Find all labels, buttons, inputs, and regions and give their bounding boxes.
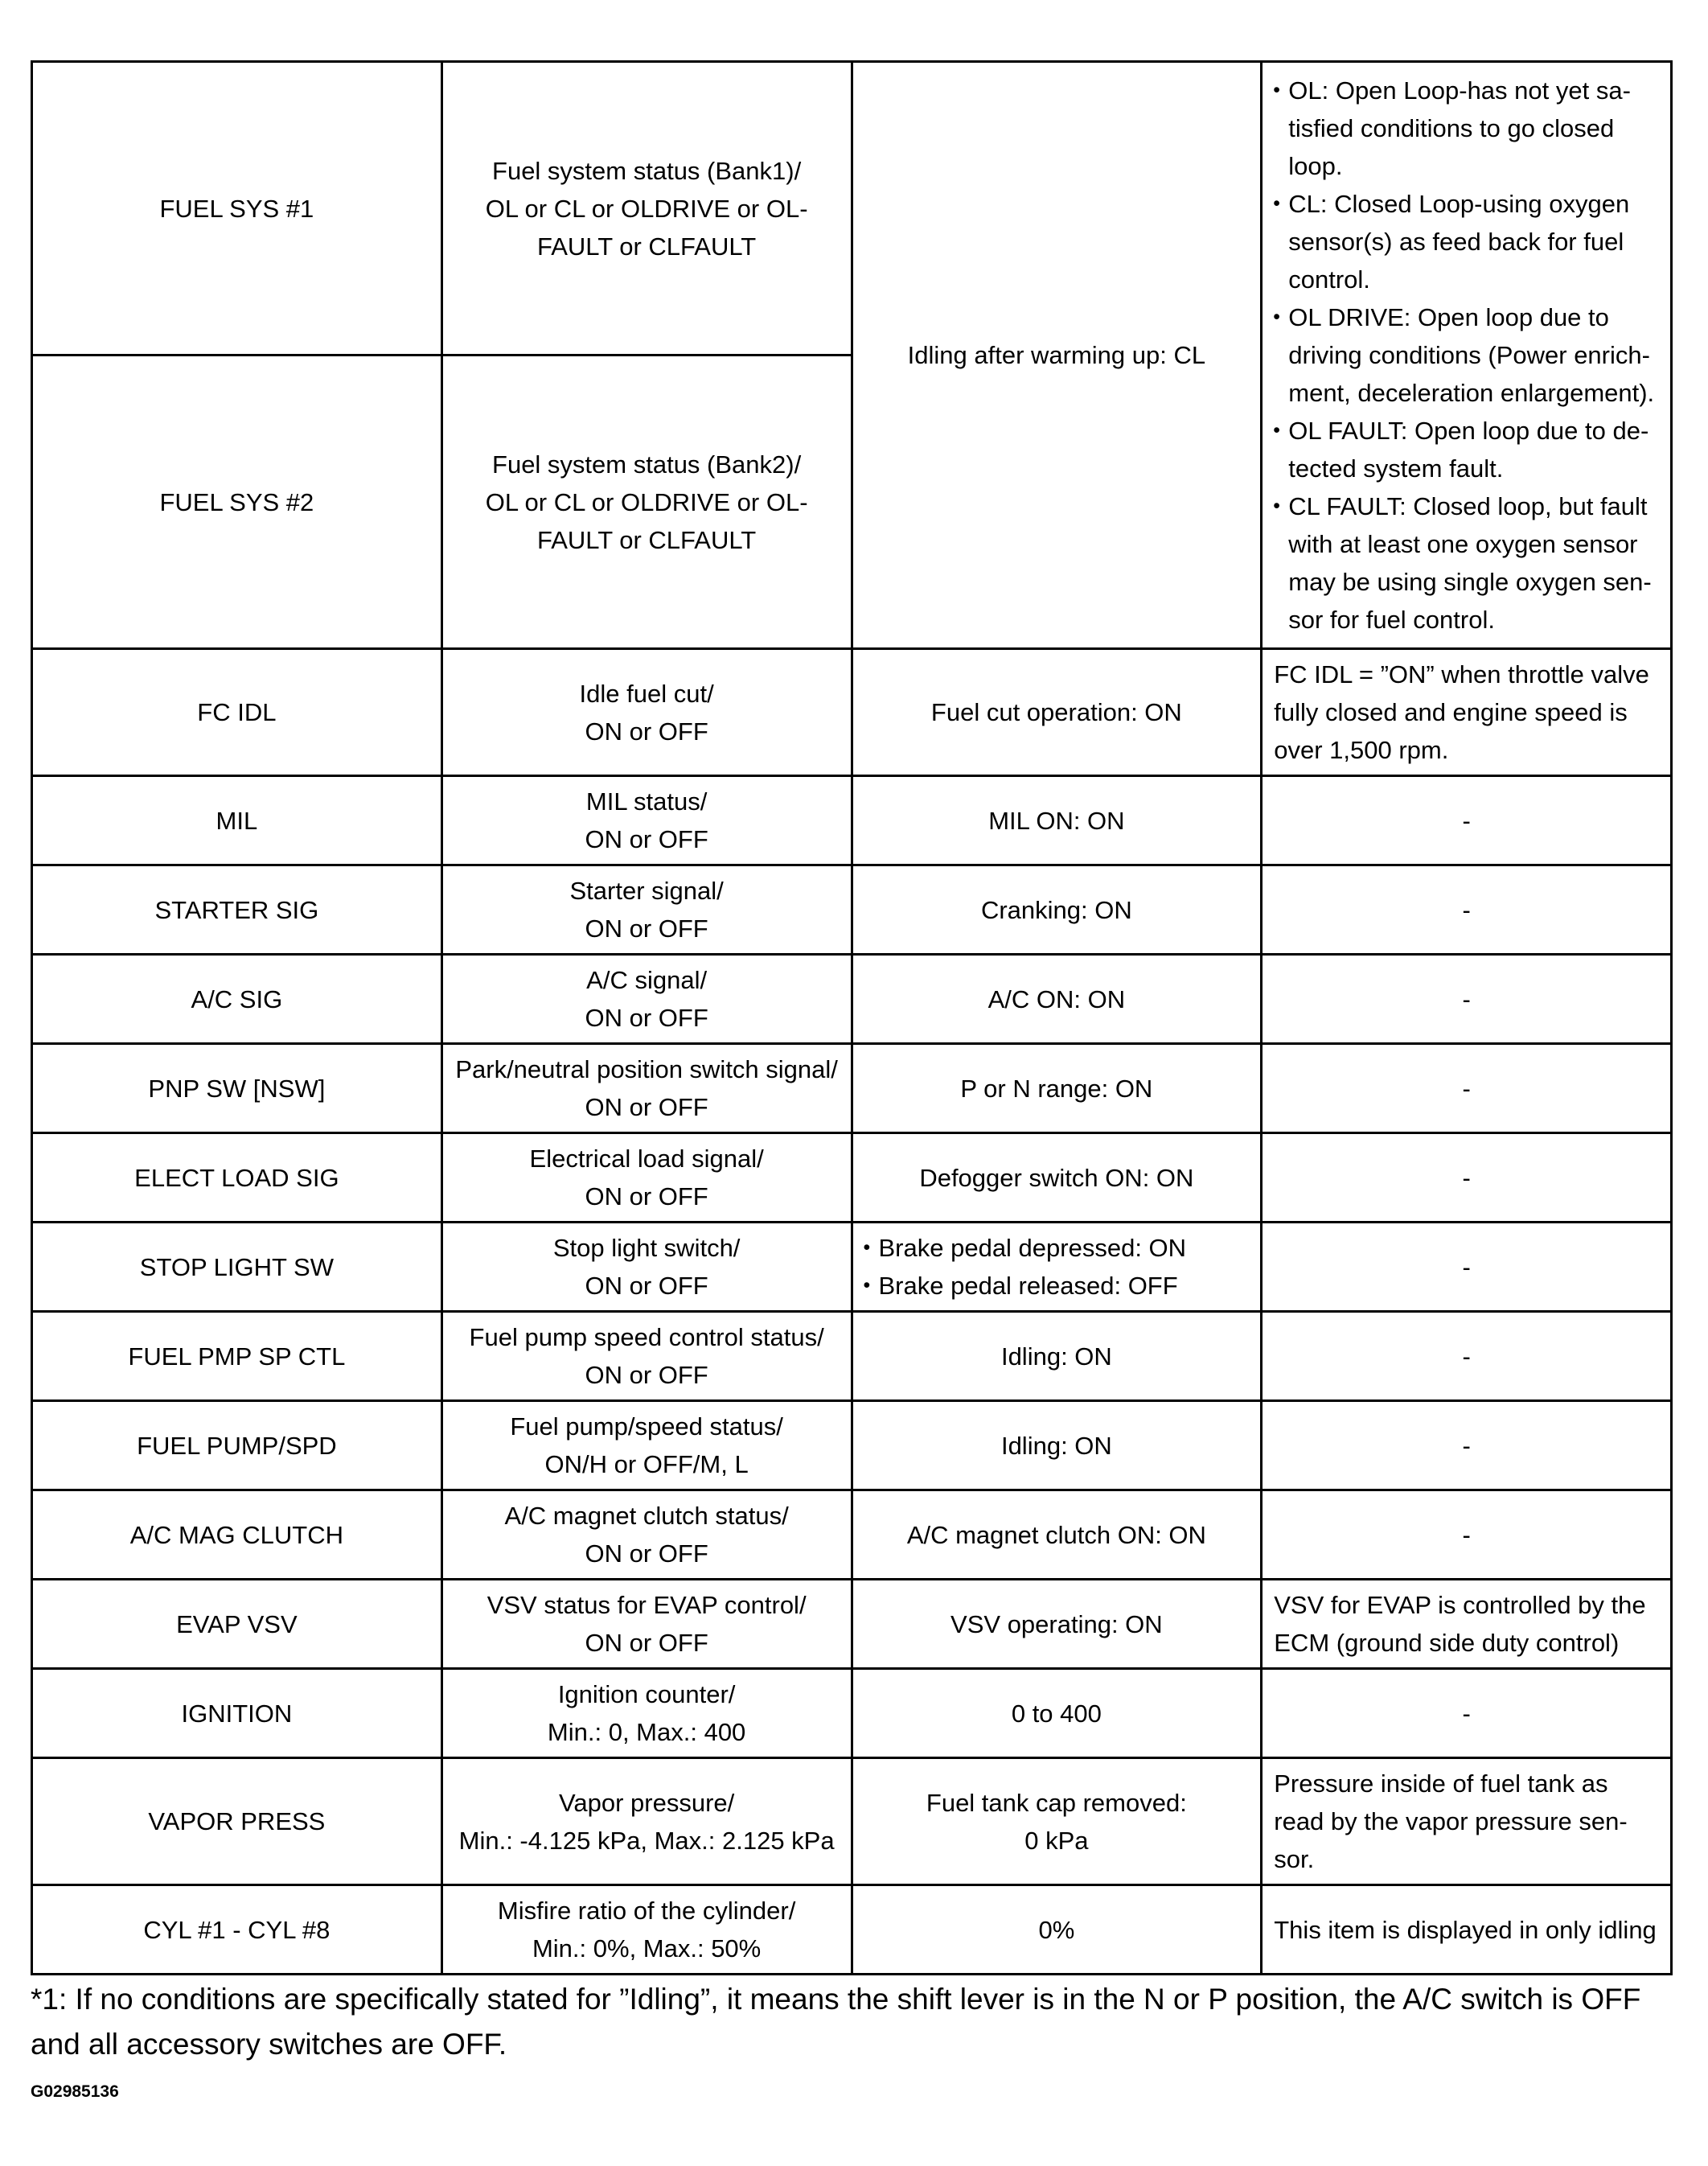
- data-list-table: [31, 60, 1673, 1975]
- item-description-cell: [443, 956, 853, 1045]
- item-name-cell: [33, 1580, 443, 1670]
- normal-condition: Fuel cut operation: ON: [930, 698, 1182, 726]
- item-description-cell: [443, 1134, 853, 1223]
- diagnostic-note-cell: [1263, 777, 1673, 866]
- diagnostic-note: FC IDL = ”ON” when throttle valve fully closed and engine speed is over 1,500 rpm.: [1274, 660, 1649, 764]
- normal-condition-cell: [853, 1886, 1263, 1975]
- list-item: • CL FAULT: Closed loop, but fault with at least one oxygen sensor may be using single oxygen sen- sor for fuel control.: [1263, 487, 1654, 639]
- item-name: FUEL PUMP/SPD: [137, 1431, 337, 1460]
- footnote: *1: If no conditions are specifically stated for ”Idling”, it means the shift lever is in the N or P position, the A/C switch is OFF and all accessory switches are OFF.: [31, 1983, 1641, 2061]
- item-name-cell: [33, 866, 443, 956]
- item-name-cell: [33, 356, 443, 650]
- diagnostic-note: -: [1462, 1163, 1471, 1192]
- diagnostic-note: -: [1462, 1252, 1471, 1281]
- normal-condition: Idling: ON: [1000, 1431, 1112, 1460]
- item-description: Idle fuel cut/ ON or OFF: [579, 679, 714, 746]
- item-description: A/C signal/ ON or OFF: [585, 966, 708, 1032]
- item-description-cell: [443, 1045, 853, 1134]
- normal-condition-cell: [853, 1134, 1263, 1223]
- normal-condition: P or N range: ON: [960, 1074, 1153, 1103]
- diagnostic-note: -: [1462, 1520, 1471, 1549]
- item-description: Starter signal/ ON or OFF: [569, 877, 724, 943]
- item-name: FUEL PMP SP CTL: [128, 1342, 346, 1371]
- diagnostic-note-cell: [1263, 1402, 1673, 1491]
- item-name: IGNITION: [181, 1699, 293, 1728]
- item-description-cell: [443, 1670, 853, 1759]
- diagnostic-note-cell: [1263, 956, 1673, 1045]
- item-name-cell: [33, 1491, 443, 1580]
- item-name-cell: [33, 1313, 443, 1402]
- normal-condition-cell: [853, 1580, 1263, 1670]
- list-item: • OL DRIVE: Open loop due to driving conditions (Power enrich- ment, deceleration enlargement).: [1263, 298, 1654, 412]
- item-description-cell: [443, 1223, 853, 1313]
- normal-condition: A/C ON: ON: [987, 984, 1126, 1013]
- item-description-cell: [443, 1759, 853, 1886]
- item-description-cell: [443, 1491, 853, 1580]
- item-description-cell: [443, 777, 853, 866]
- diagnostic-note-cell: [1263, 1759, 1673, 1886]
- item-name: A/C MAG CLUTCH: [129, 1520, 343, 1549]
- diagnostic-note: -: [1462, 984, 1471, 1013]
- list-item: • Brake pedal released: OFF: [853, 1267, 1187, 1305]
- normal-condition: VSV operating: ON: [950, 1609, 1163, 1638]
- item-name: STOP LIGHT SW: [139, 1252, 334, 1281]
- normal-condition: Idling after warming up: CL: [907, 341, 1206, 369]
- item-description: MIL status/ ON or OFF: [585, 787, 708, 853]
- item-name-cell: [33, 777, 443, 866]
- diagnostic-note: Pressure inside of fuel tank as read by the vapor pressure sen- sor.: [1274, 1769, 1628, 1873]
- diagnostic-note: -: [1462, 806, 1471, 835]
- item-name: CYL #1 - CYL #8: [143, 1915, 331, 1944]
- item-description: Stop light switch/ ON or OFF: [552, 1234, 741, 1300]
- item-name: MIL: [216, 806, 258, 835]
- diagnostic-note: -: [1462, 1074, 1471, 1103]
- diagnostic-note: VSV for EVAP is controlled by the ECM (ground side duty control): [1274, 1591, 1646, 1657]
- normal-condition: Cranking: ON: [980, 895, 1132, 924]
- item-description: Electrical load signal/ ON or OFF: [529, 1145, 764, 1210]
- normal-condition: MIL ON: ON: [988, 806, 1125, 835]
- item-name-cell: [33, 1759, 443, 1886]
- item-description: Ignition counter/ Min.: 0, Max.: 400: [547, 1680, 746, 1746]
- item-description-cell: [443, 866, 853, 956]
- item-description-cell: [443, 650, 853, 777]
- normal-condition: 0 to 400: [1011, 1699, 1102, 1728]
- normal-condition: Fuel tank cap removed: 0 kPa: [926, 1788, 1187, 1855]
- item-description: Fuel system status (Bank2)/ OL or CL or OLDRIVE or OL- FAULT or CLFAULT: [485, 450, 808, 554]
- normal-condition-cell: [853, 650, 1263, 777]
- item-name-cell: [33, 1134, 443, 1223]
- item-name-cell: [33, 1886, 443, 1975]
- item-description: Fuel system status (Bank1)/ OL or CL or OLDRIVE or OL- FAULT or CLFAULT: [485, 156, 808, 261]
- diagnostic-note-cell: [1263, 1580, 1673, 1670]
- diagnostic-note: This item is displayed in only idling: [1274, 1915, 1657, 1944]
- brake-pedal-condition-list: [853, 1229, 1187, 1305]
- normal-condition-cell: [853, 1402, 1263, 1491]
- diagnostic-note-cell: [1263, 650, 1673, 777]
- list-item: • Brake pedal depressed: ON: [853, 1229, 1187, 1267]
- normal-condition-cell: [853, 1670, 1263, 1759]
- normal-condition-cell: [853, 1759, 1263, 1886]
- item-name-cell: [33, 650, 443, 777]
- item-name: ELECT LOAD SIG: [134, 1163, 339, 1192]
- normal-condition-cell: [853, 63, 1263, 650]
- item-description-cell: [443, 356, 853, 650]
- item-description: Misfire ratio of the cylinder/ Min.: 0%, Max.: 50%: [497, 1897, 796, 1963]
- diagnostic-note: -: [1462, 895, 1471, 924]
- diagnostic-note-cell: [1263, 1670, 1673, 1759]
- normal-condition: Defogger switch ON: ON: [919, 1163, 1194, 1192]
- item-description-cell: [443, 1580, 853, 1670]
- normal-condition: 0%: [1038, 1915, 1075, 1944]
- diagnostic-note: -: [1462, 1699, 1471, 1728]
- normal-condition-cell: [853, 1045, 1263, 1134]
- item-description: VSV status for EVAP control/ ON or OFF: [487, 1591, 807, 1657]
- list-item: • CL: Closed Loop-using oxygen sensor(s) as feed back for fuel control.: [1263, 185, 1654, 298]
- normal-condition: Idling: ON: [1000, 1342, 1112, 1371]
- item-name: FUEL SYS #1: [159, 194, 314, 223]
- normal-condition-cell: [853, 777, 1263, 866]
- diagnostic-note-cell: [1263, 866, 1673, 956]
- fuel-system-status-list: [1263, 72, 1654, 639]
- item-name-cell: [33, 1045, 443, 1134]
- diagnostic-note-cell: [1263, 1134, 1673, 1223]
- item-description: Park/neutral position switch signal/ ON or OFF: [455, 1055, 838, 1121]
- diagnostic-note-cell: [1263, 1045, 1673, 1134]
- item-name: STARTER SIG: [154, 895, 319, 924]
- item-description: Fuel pump speed control status/ ON or OFF: [469, 1323, 824, 1389]
- normal-condition-cell: [853, 1491, 1263, 1580]
- item-description-cell: [443, 1313, 853, 1402]
- item-description-cell: [443, 1886, 853, 1975]
- normal-condition: A/C magnet clutch ON: ON: [906, 1520, 1206, 1549]
- item-description: Vapor pressure/ Min.: -4.125 kPa, Max.: 2.125 kPa: [458, 1788, 835, 1855]
- item-name: VAPOR PRESS: [148, 1807, 326, 1835]
- diagnostic-note: -: [1462, 1431, 1471, 1460]
- item-name: FUEL SYS #2: [159, 487, 314, 516]
- item-name-cell: [33, 1670, 443, 1759]
- normal-condition-cell: [853, 866, 1263, 956]
- item-description-cell: [443, 63, 853, 356]
- diagnostic-note-cell: [1263, 1886, 1673, 1975]
- item-description: Fuel pump/speed status/ ON/H or OFF/M, L: [510, 1412, 783, 1478]
- item-description-cell: [443, 1402, 853, 1491]
- item-name: EVAP VSV: [176, 1609, 298, 1638]
- item-name-cell: [33, 956, 443, 1045]
- normal-condition-cell: [853, 956, 1263, 1045]
- item-name: A/C SIG: [191, 984, 283, 1013]
- diagnostic-note-cell: [1263, 1223, 1673, 1313]
- figure-code: G02985136: [31, 2082, 119, 2101]
- item-name-cell: [33, 63, 443, 356]
- item-name-cell: [33, 1223, 443, 1313]
- item-name: FC IDL: [197, 698, 277, 726]
- item-name: PNP SW [NSW]: [148, 1074, 326, 1103]
- item-description: A/C magnet clutch status/ ON or OFF: [504, 1502, 789, 1568]
- normal-condition-cell: [853, 1313, 1263, 1402]
- diagnostic-note-cell: [1263, 1313, 1673, 1402]
- normal-condition-cell: [853, 1223, 1263, 1313]
- list-item: • OL: Open Loop-has not yet sa- tisfied conditions to go closed loop.: [1263, 72, 1654, 185]
- list-item: • OL FAULT: Open loop due to de- tected system fault.: [1263, 412, 1654, 487]
- item-name-cell: [33, 1402, 443, 1491]
- diagnostic-note: -: [1462, 1342, 1471, 1371]
- diagnostic-note-cell: [1263, 1491, 1673, 1580]
- diagnostic-note-cell: [1263, 63, 1673, 650]
